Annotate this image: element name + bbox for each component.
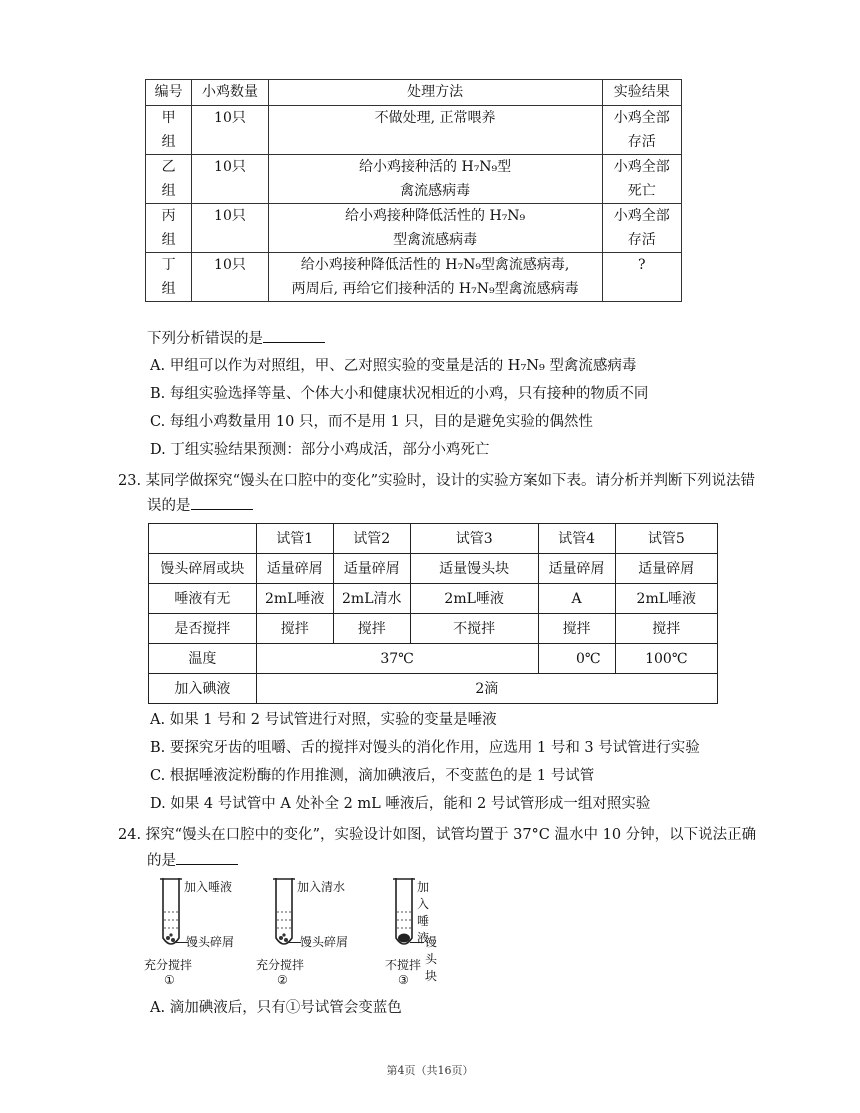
q22-option-b: B. 每组实验选择等量、个体大小和健康状况相近的小鸡，只有接种的物质不同 bbox=[150, 386, 649, 402]
header-result: 实验结果 bbox=[602, 80, 681, 106]
test-tube-3-icon bbox=[393, 878, 415, 950]
table-row: 乙 组 10只 给小鸡接种活的 H₇N₉型 禽流感病毒 小鸡全部 死亡 bbox=[146, 155, 682, 204]
header-tube3: 试管3 bbox=[410, 524, 538, 554]
header-count: 小鸡数量 bbox=[192, 80, 268, 106]
test-tube-1-icon bbox=[160, 878, 182, 950]
table-row: 甲 组 10只 不做处理, 正常喂养 小鸡全部 存活 bbox=[146, 106, 682, 155]
table-row: 温度 37℃ 0℃ 100℃ bbox=[149, 644, 718, 674]
table-row: 加入碘液 2滴 bbox=[149, 674, 718, 704]
q23-option-a: A. 如果 1 号和 2 号试管进行对照，实验的变量是唾液 bbox=[150, 712, 497, 728]
table-row: 是否搅拌 搅拌 搅拌 不搅拌 搅拌 搅拌 bbox=[149, 614, 718, 644]
answer-blank bbox=[176, 850, 238, 865]
chicken-experiment-table bbox=[145, 79, 682, 302]
q23-stem-line2: 误的是 bbox=[147, 495, 253, 516]
table-row: 馒头碎屑或块 适量碎屑 适量碎屑 适量馒头块 适量碎屑 适量碎屑 bbox=[149, 554, 718, 584]
test-tube-2-icon bbox=[273, 878, 295, 950]
q23-stem-line1: 23. 某同学做探究“馒头在口腔中的变化”实验时，设计的实验方案如下表。请分析并判断下列说法错 bbox=[118, 473, 755, 489]
table-row: 唾液有无 2mL唾液 2mL清水 2mL唾液 A 2mL唾液 bbox=[149, 584, 718, 614]
header-method: 处理方法 bbox=[268, 80, 602, 106]
q22-option-d: D. 丁组实验结果预测：部分小鸡成活，部分小鸡死亡 bbox=[150, 442, 490, 458]
q24-stem-line2: 的是 bbox=[147, 850, 238, 871]
header-tube5: 试管5 bbox=[615, 524, 717, 554]
header-tube4: 试管4 bbox=[538, 524, 615, 554]
page-footer: 第4页（共16页） bbox=[386, 1064, 474, 1077]
q22-option-a: A. 甲组可以作为对照组，甲、乙对照实验的变量是活的 H₇N₉ 型禽流感病毒 bbox=[150, 358, 637, 374]
q23-option-c: C. 根据唾液淀粉酶的作用推测，滴加碘液后，不变蓝色的是 1 号试管 bbox=[150, 768, 595, 784]
q23-option-b: B. 要探究牙齿的咀嚼、舌的搅拌对馒头的消化作用，应选用 1 号和 3 号试管进行实验 bbox=[150, 740, 700, 756]
q24-option-a: A. 滴加碘液后，只有①号试管会变蓝色 bbox=[150, 1000, 402, 1016]
mantou-experiment-table bbox=[148, 523, 718, 704]
q22-stem: 下列分析错误的是 bbox=[147, 328, 325, 349]
answer-blank bbox=[191, 495, 253, 510]
q22-option-c: C. 每组小鸡数量用 10 只，而不是用 1 只，目的是避免实验的偶然性 bbox=[150, 414, 593, 430]
header-tube1: 试管1 bbox=[256, 524, 333, 554]
answer-blank bbox=[263, 328, 325, 343]
test-tube-figure: 加入唾液 馒头碎屑 充分搅拌 ① 加入清水 馒头碎屑 充分搅拌 ② 加入唾液 馒头块 不搅拌 ③ bbox=[144, 880, 438, 987]
header-tube2: 试管2 bbox=[333, 524, 410, 554]
table-row: 丁 组 10只 给小鸡接种降低活性的 H₇N₉型禽流感病毒, 两周后, 再给它们接种活的 H₇N₉型禽流感病毒 ? bbox=[146, 253, 682, 302]
table-row: 丙 组 10只 给小鸡接种降低活性的 H₇N₉ 型禽流感病毒 小鸡全部 存活 bbox=[146, 204, 682, 253]
header-id: 编号 bbox=[146, 80, 192, 106]
q24-stem-line1: 24. 探究“馒头在口腔中的变化”，实验设计如图，试管均置于 37°C 温水中 10 分钟，以下说法正确 bbox=[118, 827, 757, 843]
q23-option-d: D. 如果 4 号试管中 A 处补全 2 mL 唾液后，能和 2 号试管形成一组对照实验 bbox=[150, 796, 651, 812]
